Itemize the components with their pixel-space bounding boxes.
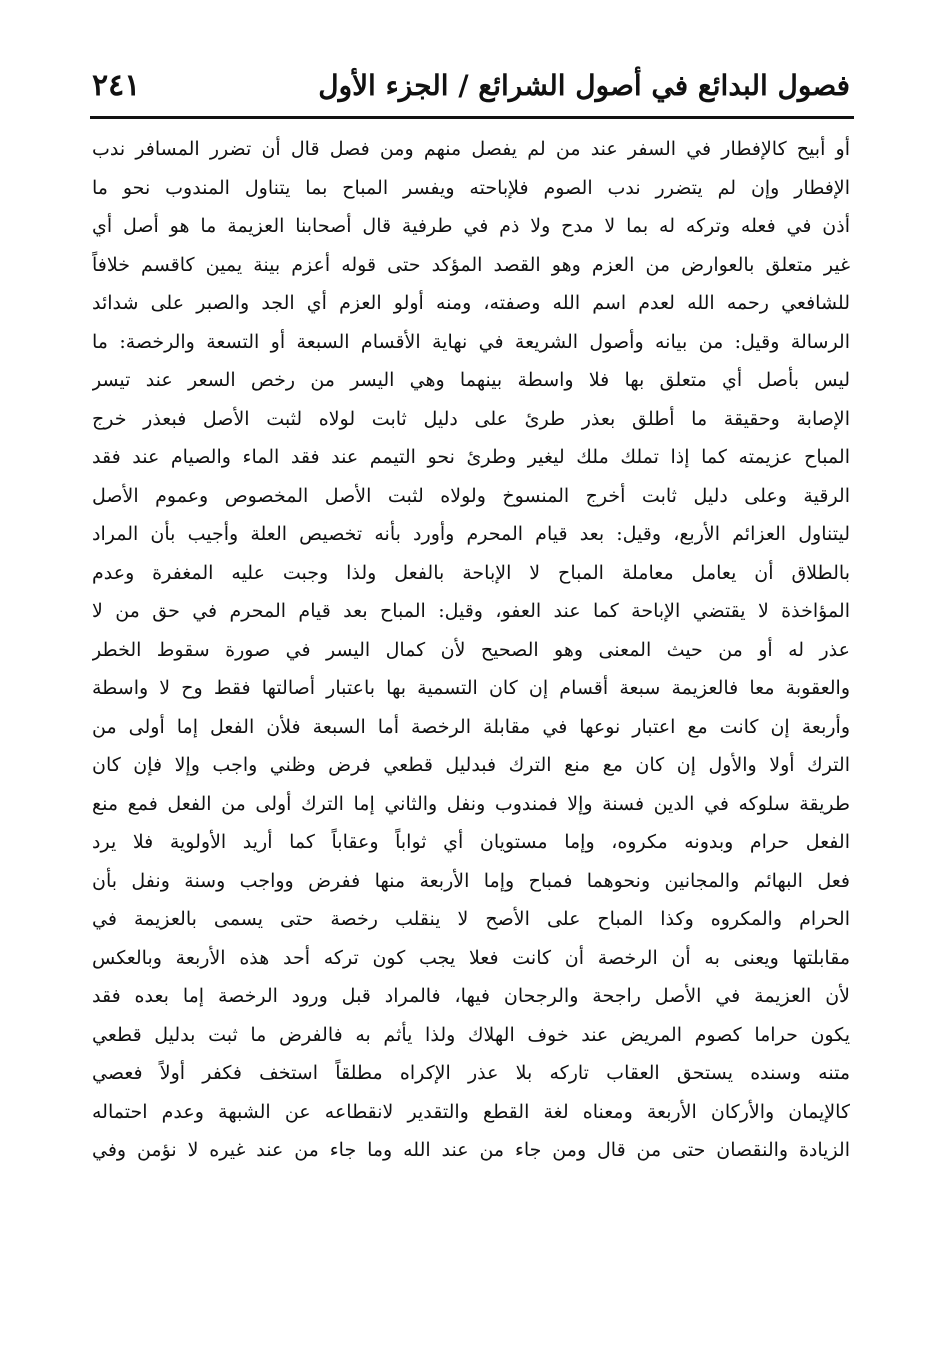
- text-line: أذن في فعله وتركه له بما لا مدح ولا ذم في طرفية قال أصحابنا العزيمة ما هو أصل أي: [92, 215, 850, 237]
- page-header: [92, 62, 850, 110]
- text-line: عذر له أو من حيث المعنى وهو الصحيح لأن كمال اليسر في صورة سقوط الخطر: [92, 638, 850, 661]
- body-text: [92, 130, 850, 1170]
- text-line: فعل البهائم والمجانين ونحوهما فمباح وإما الأربعة منها ففرض وواجب وسنة ونفل بأن: [92, 869, 850, 892]
- text-line: لأن العزيمة في الأصل راجحة والرجحان فيها، فالمراد قبل ورود الرخصة إما بعده فقد: [92, 985, 850, 1007]
- text-line: بالطلاق أن يعامل معاملة المباح لا الإباحة بالفعل ولذا وجبت عليه المغفرة وعدم: [92, 561, 850, 584]
- text-line: يكون حراما كصوم المريض عند خوف الهلاك ولذا يأثم به فالفرض ما ثبت بدليل قطعي: [92, 1023, 850, 1046]
- text-line: الإفطار وإن لم يتضرر ندب الصوم فلإباحته ويفسر المباح بما يتناول المندوب نحو ما: [92, 176, 850, 199]
- text-line: الترك أولا والأول إن كان مع منع الترك فبدليل قطعي فرض وظني واجب وإلا فإن كان: [92, 754, 850, 776]
- page-number: ٢٤١: [92, 68, 141, 103]
- text-line: للشافعي رحمه الله لعدم اسم الله وصفته، ومنه أولو العزم أي الجد والصبر على شدائد: [92, 292, 850, 314]
- text-line: المباح عزيمته كما إذا تملك ملك ليغير وطرئ نحو التيمم عند فقد الماء والصيام عند فقد: [92, 446, 850, 468]
- text-line: ليتناول العزائم الأربع، وقيل: بعد قيام المحرم وأورد بأنه تخصيص العلة وأجيب بأن المراد: [92, 523, 850, 545]
- text-line: مقابلتها ويعنى به أن الرخصة أن كانت فعلا يجب كون تركه أحد هذه الأربعة وبالعكس: [92, 946, 850, 969]
- text-line: غير متعلق بالعوارض من العزم وهو القصد المؤكد حتى قوله أعزم بينة يمين كاقسم خلافاً: [92, 253, 850, 276]
- text-line: الحرام والمكروه وكذا المباح على الأصح لا ينقلب رخصة حتى يسمى بالعزيمة في: [92, 908, 850, 930]
- text-line: الرقية وعلى دليل ثابت أخرج المنسوخ ولولاه لثبت الأصل المخصوص وعموم الأصل: [92, 484, 850, 507]
- text-line: الزيادة والنقصان حتى من قال ومن جاء من عند الله وما جاء من عند غيره لا نؤمن وفي: [92, 1139, 850, 1161]
- text-line: الفعل حرام وبدونه مكروه، وإما مستويان أي ثواباً وعقاباً كما أريد الأولوية فلا يرد: [92, 831, 850, 853]
- header-divider: [90, 116, 854, 119]
- text-line: والعقوبة معا فالعزيمة سبعة أقسام إن كان التسمية بها باعتبار أصالتها فقط وح لا واسطة: [92, 677, 850, 699]
- text-line: أو أبيح كالإفطار في السفر عند من لم يفصل منهم ومن فصل قال أن تضرر المسافر ندب: [92, 138, 850, 160]
- running-title: فصول البدائع في أصول الشرائع / الجزء الأول: [318, 69, 850, 102]
- text-line: كالإيمان والأركان الأربعة ومعناه لغة القطع والتقدير لانقطاعه عن الشبهة وعدم احتماله: [92, 1100, 850, 1123]
- text-line: وأربعة إن كانت مع اعتبار نوعها في مقابلة الرخصة أما السبعة فلأن الفعل إما أولى من: [92, 715, 850, 738]
- text-line: طريقة سلوكه في الدين فسنة وإلا فمندوب ونفل والثاني إما الترك أولى من الفعل فمع منع: [92, 792, 850, 815]
- text-line: المؤاخذة لا يقتضي الإباحة كما عند العفو، وقيل: المباح بعد قيام المحرم في حق من لا: [92, 600, 850, 622]
- text-line: ليس بأصل أي متعلق بها فلا واسطة بينهما وهي اليسر من رخص السعر عند تيسر: [92, 369, 850, 391]
- text-line: الإصابة وحقيقة ما أطلق بعذر طرئ على دليل ثابت لولاه لثبت الأصل فبعذر خرج: [92, 407, 850, 430]
- text-line: متنه وسنده يستحق العقاب تاركه بلا عذر الإكراه مطلقاً استخف فكفر أولاً فعصي: [92, 1062, 850, 1084]
- text-line: الرسالة وقيل: من بيانه وأصول الشريعة في نهاية الأقسام السبعة أو التسعة والرخصة: ما: [92, 330, 850, 353]
